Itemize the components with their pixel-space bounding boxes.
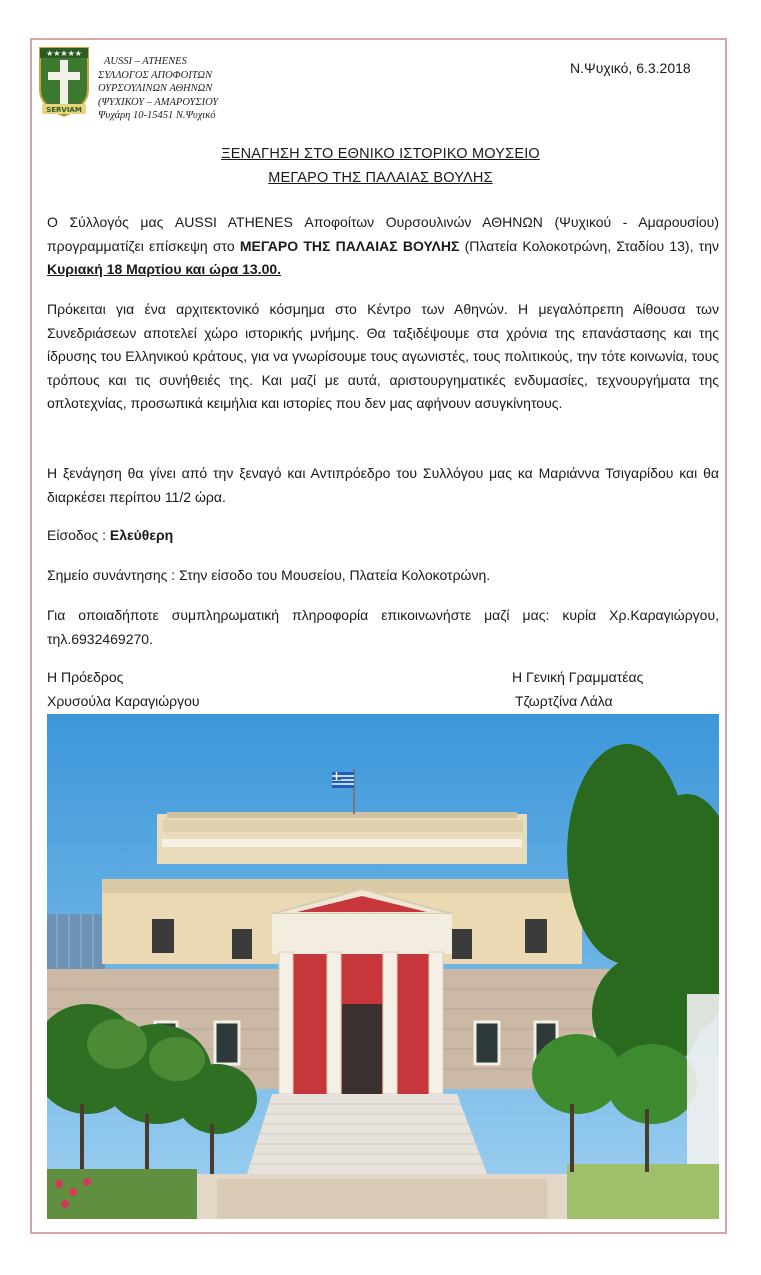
association-line-4: (ΨΥΧΙΚΟΥ – ΑΜΑΡΟΥΣΙΟΥ [98,96,219,108]
old-parliament-photo [47,714,719,1219]
venue-name: ΜΕΓΑΡΟ ΤΗΣ ΠΑΛΑΙΑΣ ΒΟΥΛΗΣ [239,237,460,254]
entry-value: Ελεύθερη [109,527,174,543]
meeting-point: Σημείο συνάντησης : Στην είσοδο του Μουσείου, Πλατεία Κολοκοτρώνη. [47,567,491,583]
entry-line [47,524,719,548]
contact-info: Για οποιαδήποτε συμπληρωματική πληροφορία επικοινωνήστε μαζί μας: κυρία Χρ.Καραγιώργου, τηλ.6932469270. [47,607,719,647]
secretary-role: Η Γενική Γραμματέας [512,669,644,685]
president-name: Χρυσούλα Καραγιώργου [47,692,200,709]
intro-text-a: Ο Σύλλογός μας AUSSI ATHENES Αποφοίτων Ουρσουλινών ΑΘΗΝΩΝ (Ψυχικού - Αμαρουσίου) προγραμματίζει επίσκεψη στο [47,214,719,254]
event-date: Κυριακή 18 Μαρτίου και ώρα 13.00. [47,261,282,277]
association-line-5: Ψυχάρη 10-15451 Ν.Ψυχικό [98,110,216,121]
intro-text-b: (Πλατεία Κολοκοτρώνη, Σταδίου 13), την [459,237,719,254]
president-role: Η Πρόεδρος [47,669,124,685]
title-line-2: ΜΕΓΑΡΟ ΤΗΣ ΠΑΛΑΙΑΣ ΒΟΥΛΗΣ [268,170,493,186]
description-paragraph: Πρόκειται για ένα αρχιτεκτονικό κόσμημα στο Κέντρο των Αθηνών. Η μεγαλόπρεπη Αίθουσα των Συνεδριάσεων αποτελεί χώρο ιστορικής μνήμης. Θα ταξιδέψουμε στα χρόνια της επανάστασης και της ίδρυσης του Ελληνικού κράτους, για να γνωρίσουμε τους αγωνιστές, τους πολιτικούς, την τότε κοινωνία, τους τρόπους και τις συνήθειές της. Και μαζί με αυτά, αριστουργηματικές ενδυμασίες, τεχνουργήματα της οπλοτεχνίας, προσωπικά κειμήλια και ιστορίες που δεν μας αφήνουν ασυγκίνητους. [47,301,719,411]
secretary-signature [512,666,643,713]
association-address [98,55,218,123]
document-date: Ν.Ψυχικό, 6.3.2018 [570,60,691,76]
president-signature [47,666,200,713]
entry-label: Είσοδος : [47,527,110,543]
secretary-name: Τζωρτζίνα Λάλα [515,692,613,709]
association-line-1: AUSSI – ATHENES [104,56,187,67]
greek-flag-icon [332,772,354,788]
title-line-1: ΞΕΝΑΓΗΣΗ ΣΤΟ ΕΘΝΙΚΟ ΙΣΤΟΡΙΚΟ ΜΟΥΣΕΙΟ [221,146,540,162]
association-line-2: ΣΥΛΛΟΓΟΣ ΑΠΟΦΟΙΤΩΝ [98,69,212,81]
shield-cross-logo-icon [38,46,90,120]
svg-text:★★★★★: ★★★★★ [46,49,82,58]
logo-motto: SERVIAM [46,106,82,114]
association-line-3: ΟΥΡΣΟΥΛΙΝΩΝ ΑΘΗΝΩΝ [98,83,213,94]
guide-paragraph: Η ξενάγηση θα γίνει από την ξεναγό και Αντιπρόεδρο του Συλλόγου μας κα Μαριάννα Τσιγαρίδου και θα διαρκέσει περίπου 11/2 ώρα. [47,465,719,505]
intro-paragraph [47,211,719,282]
